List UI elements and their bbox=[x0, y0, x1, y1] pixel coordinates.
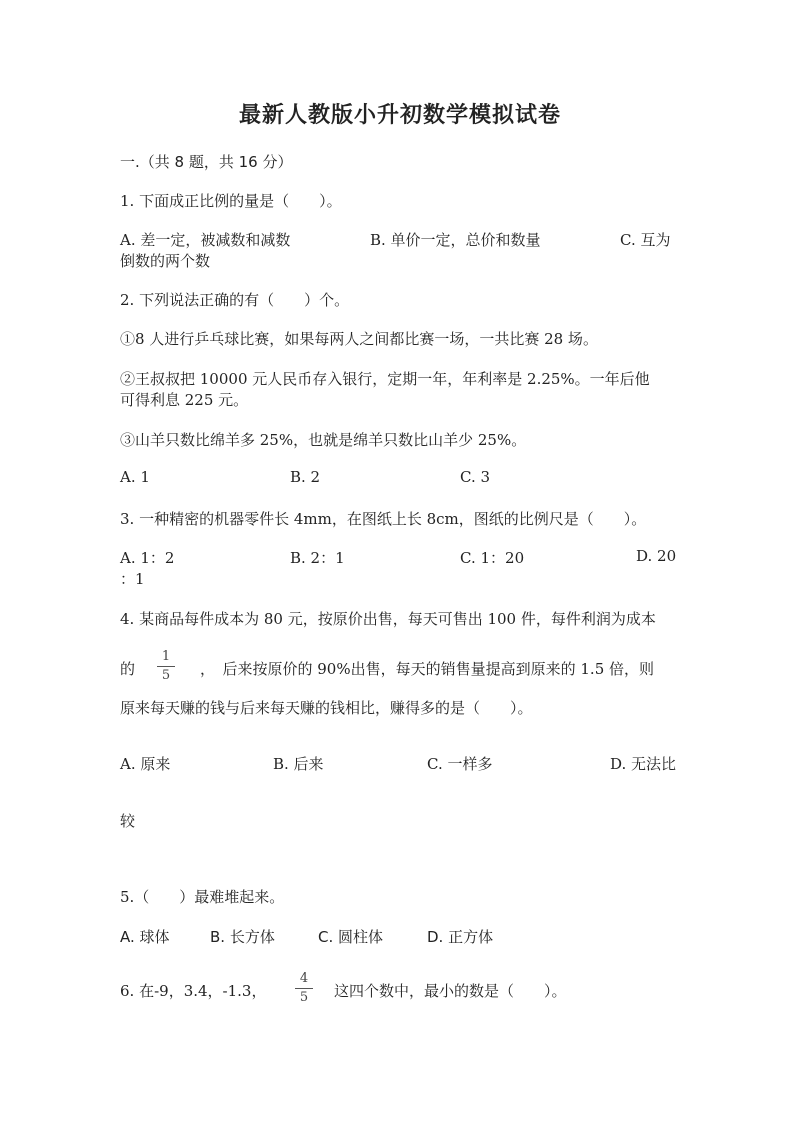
fraction-bar bbox=[157, 666, 175, 667]
q6-fraction-denominator: 5 bbox=[299, 990, 309, 1005]
q2-statement-1: ①8 人进行乒乓球比赛，如果每两人之间都比赛一场，一共比赛 28 场。 bbox=[120, 330, 598, 348]
q4-fraction bbox=[157, 650, 175, 683]
q3-option-b: B. 2：1 bbox=[290, 549, 345, 567]
q1-stem: 1. 下面成正比例的量是（ ）。 bbox=[120, 192, 342, 210]
q2-stem: 2. 下列说法正确的有（ ）个。 bbox=[120, 291, 350, 309]
q4-option-c: C. 一样多 bbox=[427, 755, 493, 773]
q3-option-d-continued: ：1 bbox=[120, 570, 145, 588]
q6-text-after-fraction: 这四个数中，最小的数是（ ）。 bbox=[334, 982, 567, 1000]
fraction-bar bbox=[295, 988, 313, 989]
q4-option-d: D. 无法比 bbox=[610, 755, 677, 773]
q4-line-3: 原来每天赚的钱与后来每天赚的钱相比，赚得多的是（ ）。 bbox=[120, 699, 533, 717]
q2-statement-3: ③山羊只数比绵羊多 25%，也就是绵羊只数比山羊少 25%。 bbox=[120, 431, 527, 449]
q1-option-a: A. 差一定，被减数和减数 bbox=[120, 231, 291, 249]
q4-text-before-fraction: 的 bbox=[120, 660, 136, 678]
q1-option-b: B. 单价一定，总价和数量 bbox=[370, 231, 541, 249]
q5-option-a: A. 球体 bbox=[120, 928, 170, 946]
q6-fraction-numerator: 4 bbox=[299, 971, 309, 986]
q3-option-d: D. 20 bbox=[636, 547, 677, 565]
q2-statement-2-line-1: ②王叔叔把 10000 元人民币存入银行，定期一年，年利率是 2.25%。一年后他 bbox=[120, 370, 650, 388]
q6-text-before-fraction: 6. 在-9，3.4，-1.3， bbox=[120, 982, 267, 1000]
q5-option-d: D. 正方体 bbox=[427, 928, 494, 946]
q3-stem: 3. 一种精密的机器零件长 4mm，在图纸上长 8cm，图纸的比例尺是（ ）。 bbox=[120, 510, 647, 528]
q4-option-d-continued: 较 bbox=[120, 812, 136, 830]
q3-option-c: C. 1：20 bbox=[460, 549, 525, 567]
q3-option-a: A. 1：2 bbox=[120, 549, 175, 567]
q6-fraction bbox=[295, 972, 313, 1005]
q1-option-c: C. 互为 bbox=[620, 231, 671, 249]
exam-title: 最新人教版小升初数学模拟试卷 bbox=[238, 102, 561, 128]
q4-option-a: A. 原来 bbox=[120, 755, 171, 773]
q2-option-c: C. 3 bbox=[460, 468, 491, 486]
q5-stem: 5.（ ）最难堆起来。 bbox=[120, 888, 285, 906]
q2-statement-2-line-2: 可得利息 225 元。 bbox=[120, 391, 249, 409]
q1-option-c-continued: 倒数的两个数 bbox=[120, 252, 211, 270]
q5-option-c: C. 圆柱体 bbox=[318, 928, 384, 946]
q5-option-b: B. 长方体 bbox=[210, 928, 275, 946]
q4-fraction-numerator: 1 bbox=[161, 649, 171, 664]
q4-stem: 4. 某商品每件成本为 80 元，按原价出售，每天可售出 100 件，每件利润为成本 bbox=[120, 610, 656, 628]
q4-option-b: B. 后来 bbox=[273, 755, 324, 773]
q4-text-after-fraction: ， 后来按原价的 90%出售，每天的销售量提高到原来的 1.5 倍，则 bbox=[200, 660, 655, 678]
q4-fraction-denominator: 5 bbox=[161, 668, 171, 683]
q2-option-b: B. 2 bbox=[290, 468, 321, 486]
q2-option-a: A. 1 bbox=[120, 468, 150, 486]
section-heading: 一.（共 8 题，共 16 分） bbox=[120, 153, 293, 171]
